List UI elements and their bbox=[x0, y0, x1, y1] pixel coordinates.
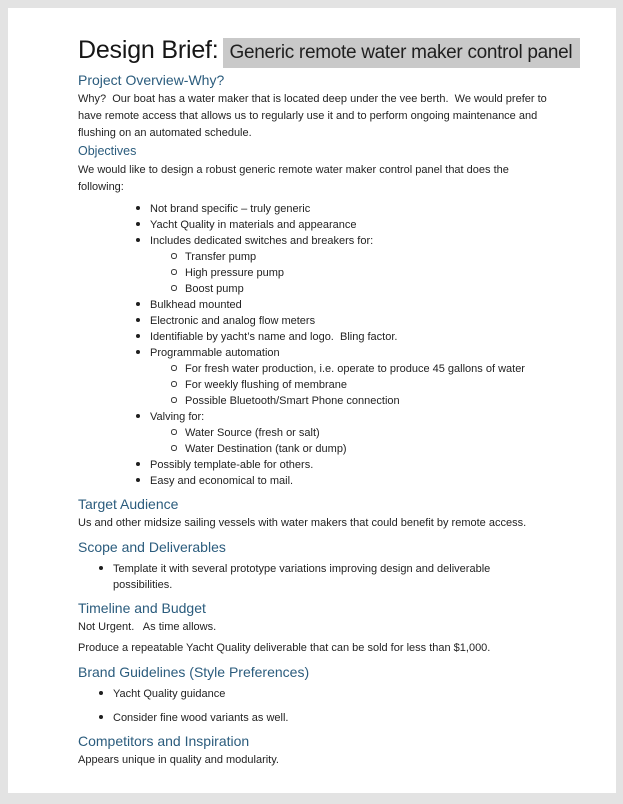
list-item bbox=[78, 265, 552, 281]
list-item bbox=[78, 233, 552, 249]
list-item bbox=[78, 249, 552, 265]
list-item-text: Transfer pump bbox=[185, 251, 257, 263]
bullet-circle-icon bbox=[170, 281, 185, 297]
list-item bbox=[78, 561, 552, 593]
bullet-disc-icon bbox=[135, 297, 150, 313]
bullet-circle-icon bbox=[170, 393, 185, 409]
title-prefix: Design Brief: bbox=[78, 36, 219, 64]
list-item-text: Possibly template-able for others. bbox=[150, 459, 314, 471]
list-item bbox=[78, 361, 552, 377]
list-item-text: Bulkhead mounted bbox=[150, 299, 242, 311]
section-heading: Competitors and Inspiration bbox=[78, 733, 250, 749]
bullet-disc-icon bbox=[98, 561, 113, 577]
list-item bbox=[78, 297, 552, 313]
list-item-text: Possible Bluetooth/Smart Phone connection bbox=[185, 395, 400, 407]
bullet-circle-icon bbox=[170, 249, 185, 265]
section-heading: Project Overview-Why? bbox=[78, 72, 225, 88]
paragraph: Not Urgent. As time allows. bbox=[78, 621, 217, 633]
list-item bbox=[78, 441, 552, 457]
section-heading: Objectives bbox=[78, 144, 137, 158]
list-item bbox=[78, 409, 552, 425]
list-item bbox=[78, 329, 552, 345]
list-item bbox=[78, 686, 552, 702]
bullet-disc-icon bbox=[98, 686, 113, 702]
bullet-list bbox=[78, 201, 552, 489]
document-page bbox=[8, 8, 616, 793]
list-item bbox=[78, 313, 552, 329]
bullet-disc-icon bbox=[135, 345, 150, 361]
list-item-text: Includes dedicated switches and breakers for: bbox=[150, 235, 374, 247]
bullet-circle-icon bbox=[170, 425, 185, 441]
list-item-text: Water Source (fresh or salt) bbox=[185, 427, 320, 439]
list-item-text: Identifiable by yacht’s name and logo. Bling factor. bbox=[150, 331, 398, 343]
list-item-text: Easy and economical to mail. bbox=[150, 475, 294, 487]
paragraph: Appears unique in quality and modularity. bbox=[78, 754, 279, 766]
list-item bbox=[78, 281, 552, 297]
bullet-disc-icon bbox=[135, 201, 150, 217]
section-heading: Target Audience bbox=[78, 496, 179, 512]
list-item bbox=[78, 425, 552, 441]
list-item bbox=[78, 345, 552, 361]
list-item bbox=[78, 377, 552, 393]
list-item bbox=[78, 201, 552, 217]
bullet-disc-icon bbox=[98, 710, 113, 726]
list-item bbox=[78, 393, 552, 409]
list-item-text: Template it with several prototype variations improving design and deliverable possibilities. bbox=[113, 563, 494, 591]
list-item bbox=[78, 217, 552, 233]
bullet-list bbox=[78, 686, 552, 726]
bullet-circle-icon bbox=[170, 265, 185, 281]
title-highlight: Generic remote water maker control panel bbox=[223, 38, 581, 68]
list-item-text: Programmable automation bbox=[150, 347, 280, 359]
list-item-text: High pressure pump bbox=[185, 267, 285, 279]
bullet-circle-icon bbox=[170, 441, 185, 457]
document-title bbox=[78, 36, 573, 65]
list-item-text: Not brand specific – truly generic bbox=[150, 203, 311, 215]
bullet-disc-icon bbox=[135, 473, 150, 489]
bullet-disc-icon bbox=[135, 217, 150, 233]
bullet-disc-icon bbox=[135, 457, 150, 473]
list-item-text: Yacht Quality in materials and appearance bbox=[150, 219, 357, 231]
list-item-text: Water Destination (tank or dump) bbox=[185, 443, 347, 455]
list-item-text: Yacht Quality guidance bbox=[113, 688, 226, 700]
bullet-list bbox=[78, 561, 552, 593]
paragraph: We would like to design a robust generic remote water maker control panel that does the following: bbox=[78, 164, 512, 193]
bullet-disc-icon bbox=[135, 233, 150, 249]
paragraph: Why? Our boat has a water maker that is located deep under the vee berth. We would prefer to have remote access that allows us to regularly use it and to perform ongoing maintenance and flushing on an automated schedule. bbox=[78, 93, 550, 139]
bullet-disc-icon bbox=[135, 313, 150, 329]
section-heading: Brand Guidelines (Style Preferences) bbox=[78, 664, 310, 680]
list-item-text: Boost pump bbox=[185, 283, 244, 295]
list-item bbox=[78, 710, 552, 726]
paragraph: Us and other midsize sailing vessels with water makers that could benefit by remote access. bbox=[78, 517, 527, 529]
list-item-text: For fresh water production, i.e. operate to produce 45 gallons of water bbox=[185, 363, 525, 375]
bullet-circle-icon bbox=[170, 361, 185, 377]
bullet-circle-icon bbox=[170, 377, 185, 393]
list-item bbox=[78, 473, 552, 489]
section-heading: Scope and Deliverables bbox=[78, 539, 226, 555]
section-heading: Timeline and Budget bbox=[78, 600, 206, 616]
list-item bbox=[78, 457, 552, 473]
list-item-text: Consider fine wood variants as well. bbox=[113, 712, 289, 724]
list-item-text: Electronic and analog flow meters bbox=[150, 315, 316, 327]
list-item-text: Valving for: bbox=[150, 411, 205, 423]
paragraph: Produce a repeatable Yacht Quality deliverable that can be sold for less than $1,000. bbox=[78, 642, 491, 654]
bullet-disc-icon bbox=[135, 329, 150, 345]
bullet-disc-icon bbox=[135, 409, 150, 425]
document-body bbox=[78, 72, 552, 769]
list-item-text: For weekly flushing of membrane bbox=[185, 379, 348, 391]
